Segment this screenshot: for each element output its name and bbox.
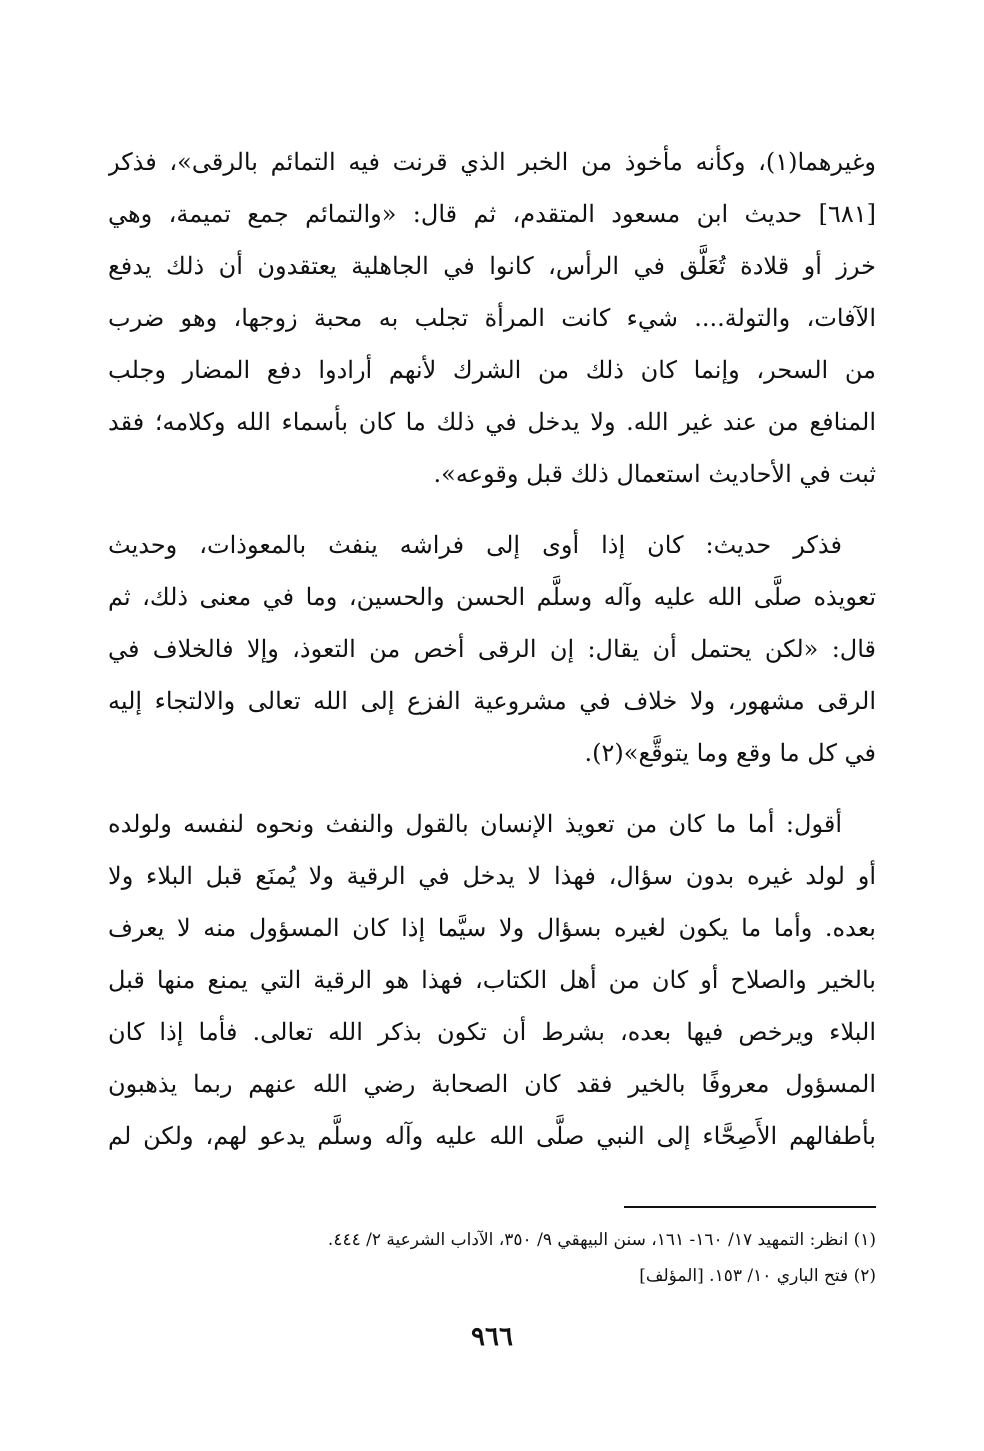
text-line: أو لولد غيره بدون سؤال، فهذا لا يدخل في الرقية ولا يُمنَع قبل البلاء ولا xyxy=(108,862,876,890)
text-line: فذكر حديث: كان إذا أوى إلى فراشه ينفث بالمعوذات، وحديث xyxy=(108,531,842,559)
text-line: ثبت في الأحاديث استعمال ذلك قبل وقوعه». xyxy=(433,460,876,488)
text-line: وغيرهما(١)، وكأنه مأخوذ من الخبر الذي قرنت فيه التمائم بالرقى»، فذكر xyxy=(108,148,876,176)
text-line: من السحر، وإنما كان ذلك من الشرك لأنهم أرادوا دفع المضار وجلب xyxy=(108,356,876,384)
text-line: أقول: أما ما كان من تعويذ الإنسان بالقول والنفث ونحوه لنفسه ولولده xyxy=(108,810,842,838)
text-line: تعويذه صلَّى الله عليه وآله وسلَّم الحسن والحسين، وما في معنى ذلك، ثم xyxy=(108,583,876,611)
footnote-2: (٢) فتح الباري ١٠/ ١٥٣. [المؤلف] xyxy=(639,1266,876,1286)
footnotes xyxy=(108,1222,876,1294)
paragraph-gap xyxy=(108,779,876,798)
text-line: الرقى مشهور، ولا خلاف في مشروعية الفزع إلى الله تعالى والالتجاء إليه xyxy=(108,687,876,715)
footnote-1: (١) انظر: التمهيد ١٧/ ١٦٠- ١٦١، سنن البيهقي ٩/ ٣٥٠، الآداب الشرعية ٢/ ٤٤٤. xyxy=(327,1230,876,1250)
page-number: ٩٦٦ xyxy=(471,1322,513,1352)
body-text xyxy=(108,136,876,1162)
text-line: الآفات، والتولة.... شيء كانت المرأة تجلب به محبة زوجها، وهو ضرب xyxy=(108,304,876,332)
text-line: بأطفالهم الأَصِحَّاء إلى النبي صلَّى الله عليه وآله وسلَّم يدعو لهم، ولكن لم xyxy=(108,1122,876,1150)
text-line: في كل ما وقع وما يتوقَّع»(٢). xyxy=(584,739,876,767)
text-line: بعده. وأما ما يكون لغيره بسؤال ولا سيَّما إذا كان المسؤول منه لا يعرف xyxy=(108,914,876,942)
paragraph-gap xyxy=(108,500,876,519)
footnote-separator xyxy=(624,1206,876,1208)
text-line: بالخير والصلاح أو كان من أهل الكتاب، فهذا هو الرقية التي يمنع منها قبل xyxy=(108,966,876,994)
text-line: البلاء ويرخص فيها بعده، بشرط أن تكون بذكر الله تعالى. فأما إذا كان xyxy=(108,1018,876,1046)
text-line: المنافع من عند غير الله. ولا يدخل في ذلك ما كان بأسماء الله وكلامه؛ فقد xyxy=(108,408,876,436)
text-line: خرز أو قلادة تُعَلَّق في الرأس، كانوا في الجاهلية يعتقدون أن ذلك يدفع xyxy=(108,252,876,280)
text-line: قال: «لكن يحتمل أن يقال: إن الرقى أخص من التعوذ، وإلا فالخلاف في xyxy=(108,635,876,663)
text-line: المسؤول معروفًا بالخير فقد كان الصحابة رضي الله عنهم ربما يذهبون xyxy=(108,1070,876,1098)
text-line: [٦٨١] حديث ابن مسعود المتقدم، ثم قال: «والتمائم جمع تميمة، وهي xyxy=(108,200,876,228)
